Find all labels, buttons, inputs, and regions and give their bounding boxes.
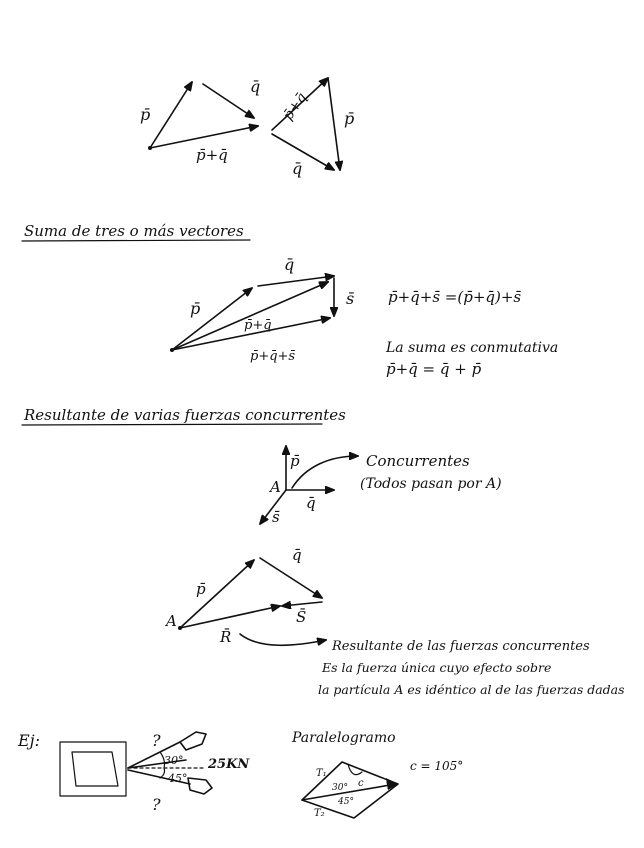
angle-30-label: 30° <box>164 754 184 767</box>
c-value-label: c = 105° <box>410 759 464 773</box>
label-q-2: q̄ <box>292 159 303 178</box>
label-s: s̄ <box>272 508 280 526</box>
pointer-curve <box>292 456 358 488</box>
force-p-arrow-2 <box>180 560 254 628</box>
heading-underline <box>22 424 322 425</box>
vector-p-arrow <box>150 82 192 148</box>
angle-45-label: 45° <box>168 772 188 785</box>
label-p: p̄ <box>140 105 151 124</box>
question-mark-top: ? <box>152 731 161 750</box>
triangle-rule-figure <box>140 77 354 178</box>
commutative-equation: p̄+q̄ = q̄ + p̄ <box>386 360 482 378</box>
vector-q-arrow <box>203 84 254 118</box>
label-p: p̄ <box>290 452 300 470</box>
origin-dot <box>148 146 152 150</box>
label-p-plus-q: p̄+q̄ <box>196 146 228 164</box>
label-p-plus-q-plus-s: p̄+q̄+s̄ <box>250 349 296 364</box>
section-heading-resultant: Resultante de varias fuerzas concurrentes <box>24 406 346 424</box>
example-label: Ej: <box>18 731 41 750</box>
t2-label: T₂ <box>314 808 325 819</box>
label-p-plus-q: p̄+q̄ <box>244 318 272 333</box>
label-p-plus-q-rotated: p̄+q̄ <box>280 89 311 124</box>
label-A: A <box>270 478 281 496</box>
label-p-2: p̄ <box>196 580 206 598</box>
label-A-2: A <box>166 612 177 630</box>
label-R: R̄ <box>220 628 232 646</box>
force-q-arrow-2 <box>260 558 322 598</box>
vector-q-arrow-2 <box>272 134 334 170</box>
resultant-arrow <box>180 606 280 628</box>
resultante-label: Resultante de las fuerzas concurrentes <box>332 639 590 654</box>
label-s: s̄ <box>346 289 355 308</box>
angle-arc-bottom <box>160 768 165 778</box>
boat-bottom <box>188 778 212 794</box>
label-p: p̄ <box>190 299 201 318</box>
origin-dot <box>178 626 182 630</box>
box-inner <box>72 752 118 786</box>
t1-label: T₁ <box>316 768 327 779</box>
vector-p-arrow-2 <box>328 78 340 170</box>
question-mark-bottom: ? <box>152 795 161 814</box>
section-sum-three-vectors <box>22 222 558 378</box>
label-q-2: q̄ <box>292 546 302 564</box>
angle-c-label: c <box>358 778 364 789</box>
label-q: q̄ <box>250 77 261 96</box>
label-p-2: p̄ <box>344 109 355 128</box>
angle-30-small: 30° <box>332 783 348 793</box>
vector-sum-arrow <box>150 126 258 148</box>
commutative-note: La suma es conmutativa <box>386 340 559 356</box>
section-concurrent-forces <box>22 406 625 697</box>
example-section <box>17 730 463 819</box>
todos-pasan-label: (Todos pasan por A) <box>360 476 502 492</box>
angle-45-small: 45° <box>338 797 354 807</box>
vector-p <box>172 288 252 350</box>
resultant-pointer <box>240 634 326 645</box>
explanation-line-2: la partícula A es idéntico al de las fuerzas dadas <box>318 682 625 697</box>
heading-underline <box>22 240 250 241</box>
boat-top <box>180 732 206 750</box>
explanation-line-1: Es la fuerza única cuyo efecto sobre <box>322 660 552 675</box>
paralelogramo-label: Paralelogramo <box>292 730 396 746</box>
force-s-arrow-2 <box>282 602 322 606</box>
label-q: q̄ <box>306 494 316 512</box>
label-s-2: S̄ <box>296 608 307 626</box>
section-heading-sum: Suma de tres o más vectores <box>24 222 244 240</box>
label-q: q̄ <box>284 255 295 274</box>
force-magnitude: 25KN <box>208 757 250 772</box>
associative-equation: p̄+q̄+s̄ =(p̄+q̄)+s̄ <box>388 288 522 306</box>
concurrentes-label: Concurrentes <box>366 452 470 470</box>
box-outer <box>60 742 126 796</box>
origin-dot <box>170 348 174 352</box>
